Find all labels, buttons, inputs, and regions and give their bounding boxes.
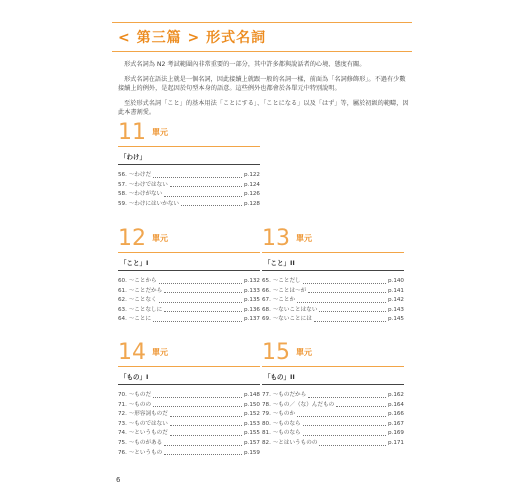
unit-label: 單元 xyxy=(152,348,168,357)
unit-15 xyxy=(262,338,404,449)
unit-label: 單元 xyxy=(296,348,312,357)
list-item[interactable]: 72. ～形容詞ものだ p.152 xyxy=(118,411,260,418)
list-item[interactable]: 74. ～というものだ p.155 xyxy=(118,430,260,437)
list-item[interactable]: 63. ～ことなしに p.136 xyxy=(118,306,260,313)
unit-label: 單元 xyxy=(296,234,312,243)
list-item[interactable]: 82. ～とはいうものの p.171 xyxy=(262,439,404,446)
list-item[interactable]: 56. ～わけだ p.122 xyxy=(118,172,260,178)
list-item[interactable]: 57. ～わけではない p.124 xyxy=(118,181,260,188)
list-item[interactable]: 59. ～わけにはいかない p.128 xyxy=(118,200,260,207)
intro-text xyxy=(118,60,410,123)
unit-topic: 「もの」I xyxy=(118,367,260,385)
intro-paragraph: 至於形式名詞「こと」的基本用法「ことにする」、「ことになる」以及「はず」等，屬於初級的範疇，因此本書割愛。 xyxy=(118,99,409,116)
unit-number: 13 xyxy=(262,226,290,251)
list-item[interactable]: 61. ～ことだから p.133 xyxy=(118,287,260,294)
intro-paragraph: 形式名詞為 N2 考試範圍內非常重要的一部分，其中許多都與說話者的心境、態度有關。 xyxy=(124,61,366,68)
page-title: < 第三篇 > 形式名詞 xyxy=(118,30,267,46)
list-item[interactable]: 60. ～ことから p.132 xyxy=(118,278,260,284)
list-item[interactable]: 66. ～ことは～が p.141 xyxy=(262,287,404,294)
unit-14 xyxy=(118,338,260,458)
list-item[interactable]: 64. ～ことに p.137 xyxy=(118,316,260,323)
list-item[interactable]: 68. ～ないことはない p.143 xyxy=(262,306,404,313)
list-item[interactable]: 78. ～もの／（な）んだもの p.164 xyxy=(262,401,404,408)
unit-number: 14 xyxy=(118,340,146,365)
page-number: 6 xyxy=(116,476,121,484)
unit-number: 11 xyxy=(118,120,146,145)
unit-topic: 「こと」I xyxy=(118,253,260,271)
list-item[interactable]: 69. ～ないことには p.145 xyxy=(262,316,404,323)
list-item[interactable]: 65. ～ことだし p.140 xyxy=(262,278,404,284)
list-item[interactable]: 58. ～わけがない p.126 xyxy=(118,191,260,198)
list-item[interactable]: 77. ～ものだから p.162 xyxy=(262,392,404,398)
list-item[interactable]: 70. ～ものだ p.148 xyxy=(118,392,260,398)
list-item[interactable]: 73. ～ものではない p.153 xyxy=(118,420,260,427)
list-item[interactable]: 76. ～というもの p.159 xyxy=(118,449,260,456)
unit-label: 單元 xyxy=(152,128,168,137)
section-header xyxy=(112,22,412,52)
unit-topic: 「もの」II xyxy=(262,367,404,385)
unit-12 xyxy=(118,224,260,325)
list-item[interactable]: 80. ～ものなら p.167 xyxy=(262,420,404,427)
list-item[interactable]: 81. ～ものなら p.169 xyxy=(262,430,404,437)
unit-topic: 「こと」II xyxy=(262,253,404,271)
intro-paragraph: 形式名詞在語法上就是一個名詞，因此接續上就跟一般的名詞一樣，前面為「名詞修飾形」。不過有少數接續上的例外，是起因於句型本身的語意。這些例外也都會於各單元中特別說明。 xyxy=(118,75,406,92)
list-item[interactable]: 67. ～ことか p.142 xyxy=(262,297,404,304)
list-item[interactable]: 79. ～ものか p.166 xyxy=(262,411,404,418)
unit-topic: 「わけ」 xyxy=(118,147,260,165)
list-item[interactable]: 71. ～ものの p.150 xyxy=(118,401,260,408)
unit-number: 15 xyxy=(262,340,290,365)
unit-label: 單元 xyxy=(152,234,168,243)
unit-13 xyxy=(262,224,404,325)
list-item[interactable]: 62. ～ことなく p.135 xyxy=(118,297,260,304)
unit-number: 12 xyxy=(118,226,146,251)
unit-11 xyxy=(118,118,260,209)
list-item[interactable]: 75. ～ものがある p.157 xyxy=(118,439,260,446)
